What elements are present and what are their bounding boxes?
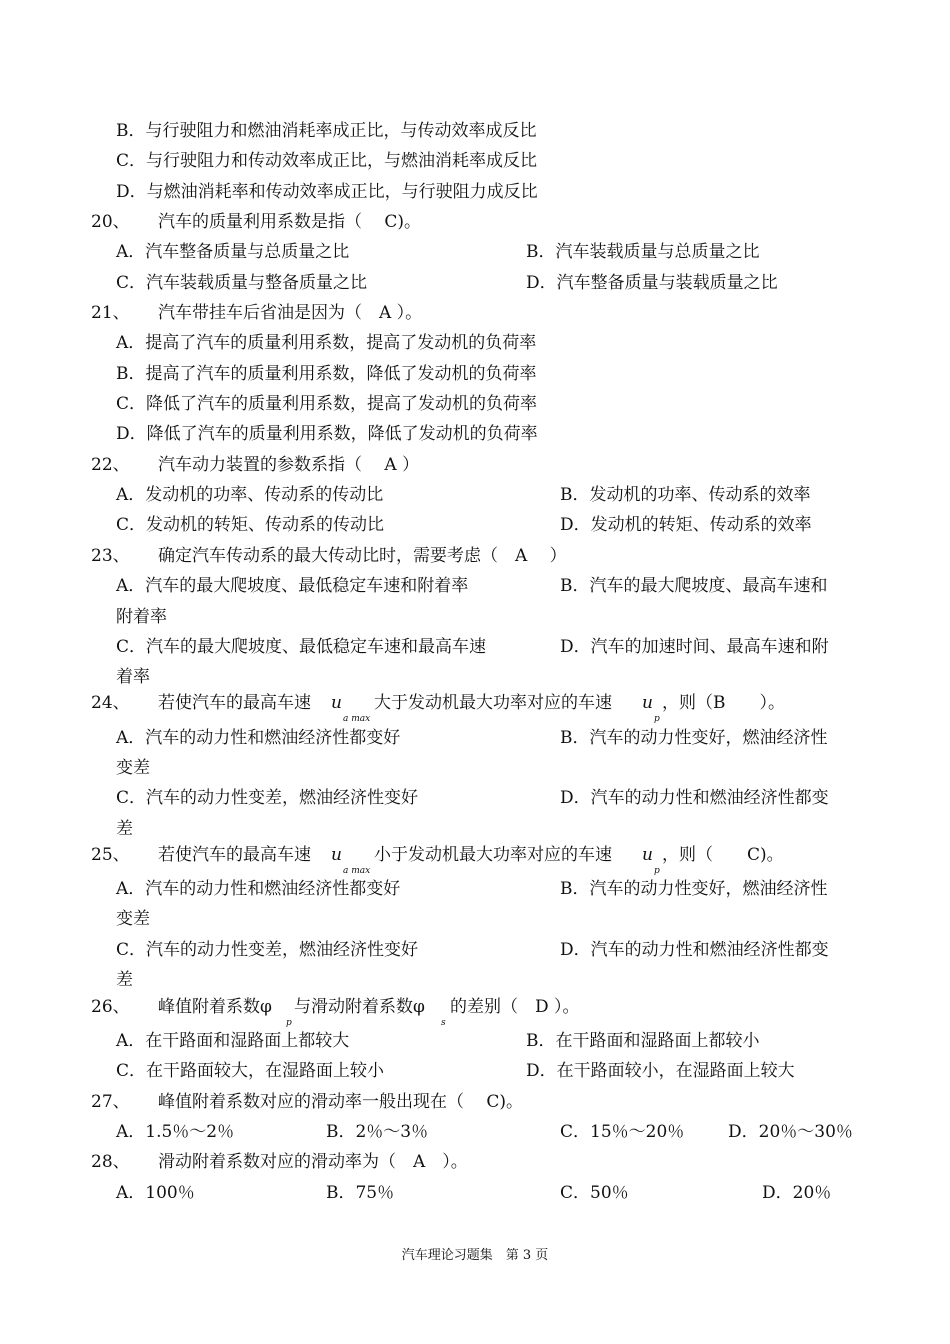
question-text: 汽车动力装置的参数系指（ A ） [158, 455, 420, 475]
question-text: 峰值附着系数对应的滑动率一般出现在（ C)。 [158, 1092, 524, 1112]
option-c: C．15％～20％ [560, 1122, 685, 1142]
speed-variable: u [331, 693, 342, 713]
question-text: 大于发动机最大功率对应的车速 [374, 693, 612, 713]
option-a: A．汽车整备质量与总质量之比 [116, 242, 350, 262]
question-text: 汽车带挂车后省油是因为（ A ）。 [158, 303, 423, 323]
option-continuation: 差 [116, 819, 133, 839]
option-continuation: 变差 [116, 909, 150, 929]
option-continuation: 着率 [116, 667, 150, 687]
question-number: 27、 [91, 1092, 130, 1112]
option-b: B．提高了汽车的质量利用系数，降低了发动机的负荷率 [116, 364, 537, 384]
question-text: 与滑动附着系数φ [294, 997, 425, 1017]
question-number: 25、 [91, 845, 130, 865]
option-b: B．在干路面和湿路面上都较小 [526, 1031, 760, 1051]
option-b: B．汽车的动力性变好，燃油经济性 [560, 728, 828, 748]
question-text: ，则（B ）。 [662, 693, 785, 713]
question-number: 23、 [91, 546, 130, 566]
option-a: A．发动机的功率、传动系的传动比 [116, 485, 384, 505]
speed-subscript: a max [343, 714, 371, 724]
option-c: C．汽车的动力性变差，燃油经济性变好 [116, 940, 419, 960]
question-number: 22、 [91, 455, 130, 475]
page-footer: 汽车理论习题集 第 3 页 [401, 1248, 549, 1263]
option-c: C．汽车的动力性变差，燃油经济性变好 [116, 788, 419, 808]
option-d: D．与燃油消耗率和传动效率成正比，与行驶阻力成反比 [116, 182, 538, 202]
question-number: 20、 [91, 212, 130, 232]
option-continuation: 附着率 [116, 607, 167, 627]
question-text: 确定汽车传动系的最大传动比时，需要考虑（ A ） [158, 546, 567, 566]
speed-subscript: a max [343, 866, 371, 876]
phi-subscript: s [441, 1018, 446, 1028]
option-d: D．汽车的动力性和燃油经济性都变 [560, 788, 829, 808]
option-continuation: 差 [116, 970, 133, 990]
question-text: ，则（ C)。 [662, 845, 784, 865]
option-d: D．汽车的动力性和燃油经济性都变 [560, 940, 829, 960]
option-b: B．2％～3％ [326, 1122, 429, 1142]
question-text: 若使汽车的最高车速 [158, 845, 311, 865]
option-c: C．汽车装载质量与整备质量之比 [116, 273, 368, 293]
speed-subscript: p [654, 866, 660, 876]
question-text: 汽车的质量利用系数是指（ C)。 [158, 212, 422, 232]
question-text: 若使汽车的最高车速 [158, 693, 311, 713]
option-c: C．发动机的转矩、传动系的传动比 [116, 515, 385, 535]
option-d: D．在干路面较小，在湿路面上较大 [526, 1061, 795, 1081]
speed-variable: u [331, 845, 342, 865]
speed-subscript: p [654, 714, 660, 724]
option-b: B．汽车装载质量与总质量之比 [526, 242, 760, 262]
option-d: D．汽车的加速时间、最高车速和附 [560, 637, 829, 657]
question-text: 小于发动机最大功率对应的车速 [374, 845, 612, 865]
option-b: B．75％ [326, 1183, 395, 1203]
speed-variable: u [642, 693, 653, 713]
option-d: D．20％ [762, 1183, 832, 1203]
question-text: 滑动附着系数对应的滑动率为（ A ）。 [158, 1152, 468, 1172]
option-b: B．汽车的动力性变好，燃油经济性 [560, 879, 828, 899]
option-c: C．降低了汽车的质量利用系数，提高了发动机的负荷率 [116, 394, 538, 414]
option-d: D．降低了汽车的质量利用系数，降低了发动机的负荷率 [116, 424, 538, 444]
option-continuation: 变差 [116, 758, 150, 778]
question-text: 的差别（ D ）。 [450, 997, 580, 1017]
option-d: D．汽车整备质量与装载质量之比 [526, 273, 778, 293]
option-c: C．汽车的最大爬坡度、最低稳定车速和最高车速 [116, 637, 487, 657]
question-text: 峰值附着系数φ [158, 997, 272, 1017]
speed-variable: u [642, 845, 653, 865]
option-c: C．在干路面较大，在湿路面上较小 [116, 1061, 385, 1081]
option-c: C．50％ [560, 1183, 629, 1203]
question-number: 24、 [91, 693, 130, 713]
option-d: D．20％～30％ [728, 1122, 853, 1142]
option-b: B．发动机的功率、传动系的效率 [560, 485, 811, 505]
question-number: 21、 [91, 303, 130, 323]
option-b: B．与行驶阻力和燃油消耗率成正比，与传动效率成反比 [116, 121, 537, 141]
option-a: A．汽车的动力性和燃油经济性都变好 [116, 728, 401, 748]
option-a: A．提高了汽车的质量利用系数，提高了发动机的负荷率 [116, 333, 537, 353]
option-a: A．汽车的最大爬坡度、最低稳定车速和附着率 [116, 576, 469, 596]
phi-subscript: p [286, 1018, 292, 1028]
question-number: 26、 [91, 997, 130, 1017]
option-c: C．与行驶阻力和传动效率成正比，与燃油消耗率成反比 [116, 151, 538, 171]
option-a: A．100％ [116, 1183, 195, 1203]
option-b: B．汽车的最大爬坡度、最高车速和 [560, 576, 828, 596]
option-a: A．1.5％～2％ [116, 1122, 235, 1142]
option-a: A．在干路面和湿路面上都较大 [116, 1031, 350, 1051]
option-a: A．汽车的动力性和燃油经济性都变好 [116, 879, 401, 899]
question-number: 28、 [91, 1152, 130, 1172]
option-d: D．发动机的转矩、传动系的效率 [560, 515, 812, 535]
